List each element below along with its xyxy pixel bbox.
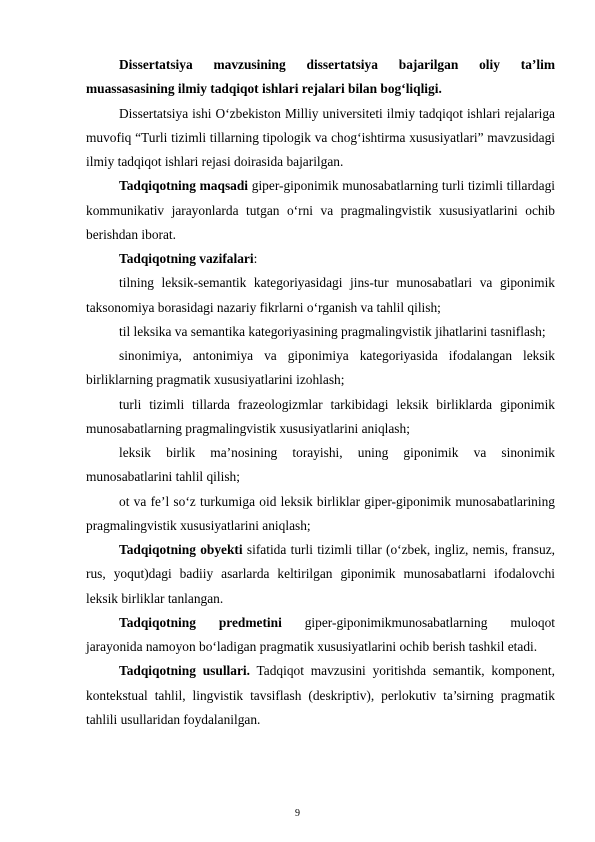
paragraph-11 (86, 538, 555, 611)
paragraph-12-bold: Tadqiqotning predmetini (119, 614, 282, 630)
paragraph-6-text: til leksika va semantika kategoriyasining pragmalingvistik jihatlarini tasniflash; (119, 323, 546, 339)
paragraph-13 (86, 659, 555, 732)
paragraph-5 (86, 271, 555, 320)
paragraph-9 (86, 441, 555, 490)
paragraph-10-text: ot va fe’l so‘z turkumiga oid leksik birliklar giper-giponimik munosabatlarining pragmalingvistik xususiyatlarini aniqlash; (86, 493, 555, 533)
paragraph-1-bold: Dissertatsiya mavzusining dissertatsiya bajarilgan oliy ta’lim muassasasining ilmiy tadqiqot ishlari rejalari bilan bog‘liqligi. (86, 57, 555, 97)
paragraph-11-bold: Tadqiqotning obyekti (119, 542, 243, 557)
document-body (86, 53, 555, 732)
paragraph-3 (86, 174, 555, 247)
paragraph-8-text: turli tizimli tillarda frazeologizmlar tarkibidagi leksik birliklarda giponimik munosabatlarning pragmalingvistik xususiyatlarini aniqlash; (86, 396, 555, 436)
paragraph-3-bold: Tadqiqotning maqsadi (119, 178, 249, 194)
paragraph-12-text: giper-giponimikmunosabatlarning muloqot jarayonida namoyon bo‘ladigan pragmatik xususiyatlarini ochib berish tashkil etadi. (86, 614, 555, 654)
paragraph-7-text: sinonimiya, antonimiya va giponimiya kategoriyasida ifodalangan leksik birliklarning pragmatik xususiyatlarini izohlash; (86, 348, 555, 388)
paragraph-1 (86, 53, 555, 102)
paragraph-2-text: Dissertatsiya ishi O‘zbekiston Milliy universiteti ilmiy tadqiqot ishlari rejalariga muvofiq “Turli tizimli tillarning tipologik va chog‘ishtirma xususiyatlari” mavzusidagi ilmiy tadqiqot ishlari rejasi doirasida bajarilgan. (86, 105, 555, 169)
paragraph-6 (86, 320, 555, 344)
paragraph-5-text: tilning leksik-semantik kategoriyasidagi jins-tur munosabatlari va giponimik taksonomiya borasidagi nazariy fikrlarni o‘rganish va tahlil qilish; (86, 275, 555, 315)
paragraph-3-text: giper-giponimik munosabatlarning turli tizimli tillardagi kommunikativ jarayonlarda tutgan o‘rni va pragmalingvistik xususiyatlarini ochib berishdan iborat. (86, 178, 555, 242)
paragraph-4-text: : (253, 251, 258, 266)
paragraph-7 (86, 344, 555, 393)
paragraph-13-text: Tadqiqot mavzusini yoritishda semantik, komponent, kontekstual tahlil, lingvistik tavsiflash (deskriptiv), perlokutiv ta’sirning pragmatik tahlili usullaridan foydalanilgan. (86, 663, 556, 727)
paragraph-10 (86, 490, 555, 539)
paragraph-4 (86, 247, 555, 271)
paragraph-13-bold: Tadqiqotning usullari. (119, 663, 250, 679)
paragraph-4-bold: Tadqiqotning vazifalari (119, 251, 254, 266)
paragraph-2 (86, 102, 555, 175)
paragraph-11-text: sifatida turli tizimli tillar (o‘zbek, ingliz, nemis, fransuz, rus, yoqut)dagi badiiy asarlarda keltirilgan giponimik munosabatlarni ifodalovchi leksik birliklar tanlangan. (86, 542, 555, 606)
page-number: 9 (295, 808, 300, 819)
paragraph-8 (86, 393, 555, 442)
paragraph-12 (86, 611, 555, 660)
paragraph-9-text: leksik birlik ma’nosining torayishi, uning giponimik va sinonimik munosabatlarini tahlil qilish; (86, 445, 555, 485)
